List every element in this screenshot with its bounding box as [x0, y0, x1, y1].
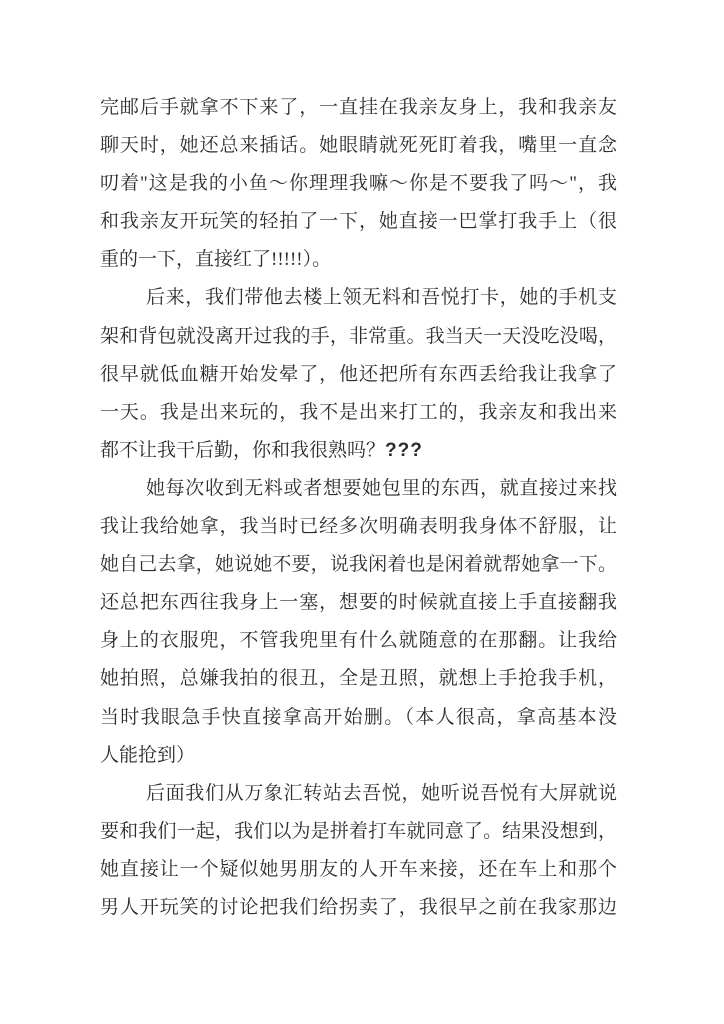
text-line: 她自己去拿，她说她不要，说我闲着也是闲着就帮她拿一下。 — [100, 554, 617, 576]
text-line: 她拍照，总嫌我拍的很丑，全是丑照，就想上手抢我手机， — [100, 668, 617, 690]
text-line — [100, 432, 617, 470]
text-line: 和我亲友开玩笑的轻拍了一下，她直接一巴掌打我手上（很 — [100, 211, 617, 233]
text-line: 一天。我是出来玩的，我不是出来打工的，我亲友和我出来 — [100, 401, 617, 423]
paragraph — [100, 470, 617, 775]
text-line: 我让我给她拿，我当时已经多次明确表明我身体不舒服，让 — [100, 516, 617, 538]
paragraph — [100, 775, 617, 927]
text-line: 后来，我们带他去楼上领无料和吾悦打卡，她的手机支 — [146, 287, 617, 309]
text-line: 聊天时，她还总来插话。她眼睛就死死盯着我，嘴里一直念 — [100, 135, 617, 157]
text-line: 架和背包就没离开过我的手，非常重。我当天一天没吃没喝， — [100, 325, 617, 347]
text-line: 她每次收到无料或者想要她包里的东西，就直接过来找 — [146, 477, 617, 499]
text-line: 后面我们从万象汇转站去吾悦，她听说吾悦有大屏就说 — [146, 782, 617, 804]
question-marks-emphasis: ??? — [385, 439, 423, 461]
text-line: 人能抢到） — [100, 744, 196, 766]
text-line: 还总把东西往我身上一塞，想要的时候就直接上手直接翻我 — [100, 592, 617, 614]
text-block — [100, 89, 617, 927]
text-line-part: 都不让我干后勤，你和我很熟吗？ — [100, 439, 386, 461]
text-line: 叨着"这是我的小鱼～你理理我嘛～你是不要我了吗～"，我 — [100, 173, 617, 195]
text-line: 要和我们一起，我们以为是拼着打车就同意了。结果没想到， — [100, 820, 617, 842]
text-line: 她直接让一个疑似她男朋友的人开车来接，还在车上和那个 — [100, 858, 617, 880]
paragraph — [100, 279, 617, 469]
text-line: 身上的衣服兜，不管我兜里有什么就随意的在那翻。让我给 — [100, 630, 617, 652]
text-line: 很早就低血糖开始发晕了，他还把所有东西丢给我让我拿了 — [100, 363, 617, 385]
text-line: 重的一下，直接红了!!!!!）。 — [100, 249, 332, 271]
text-line: 当时我眼急手快直接拿高开始删。（本人很高，拿高基本没 — [100, 706, 617, 728]
text-line: 男人开玩笑的讨论把我们给拐卖了，我很早之前在我家那边 — [100, 896, 617, 918]
text-line: 完邮后手就拿不下来了，一直挂在我亲友身上，我和我亲友 — [100, 97, 617, 118]
paragraph — [100, 89, 617, 279]
